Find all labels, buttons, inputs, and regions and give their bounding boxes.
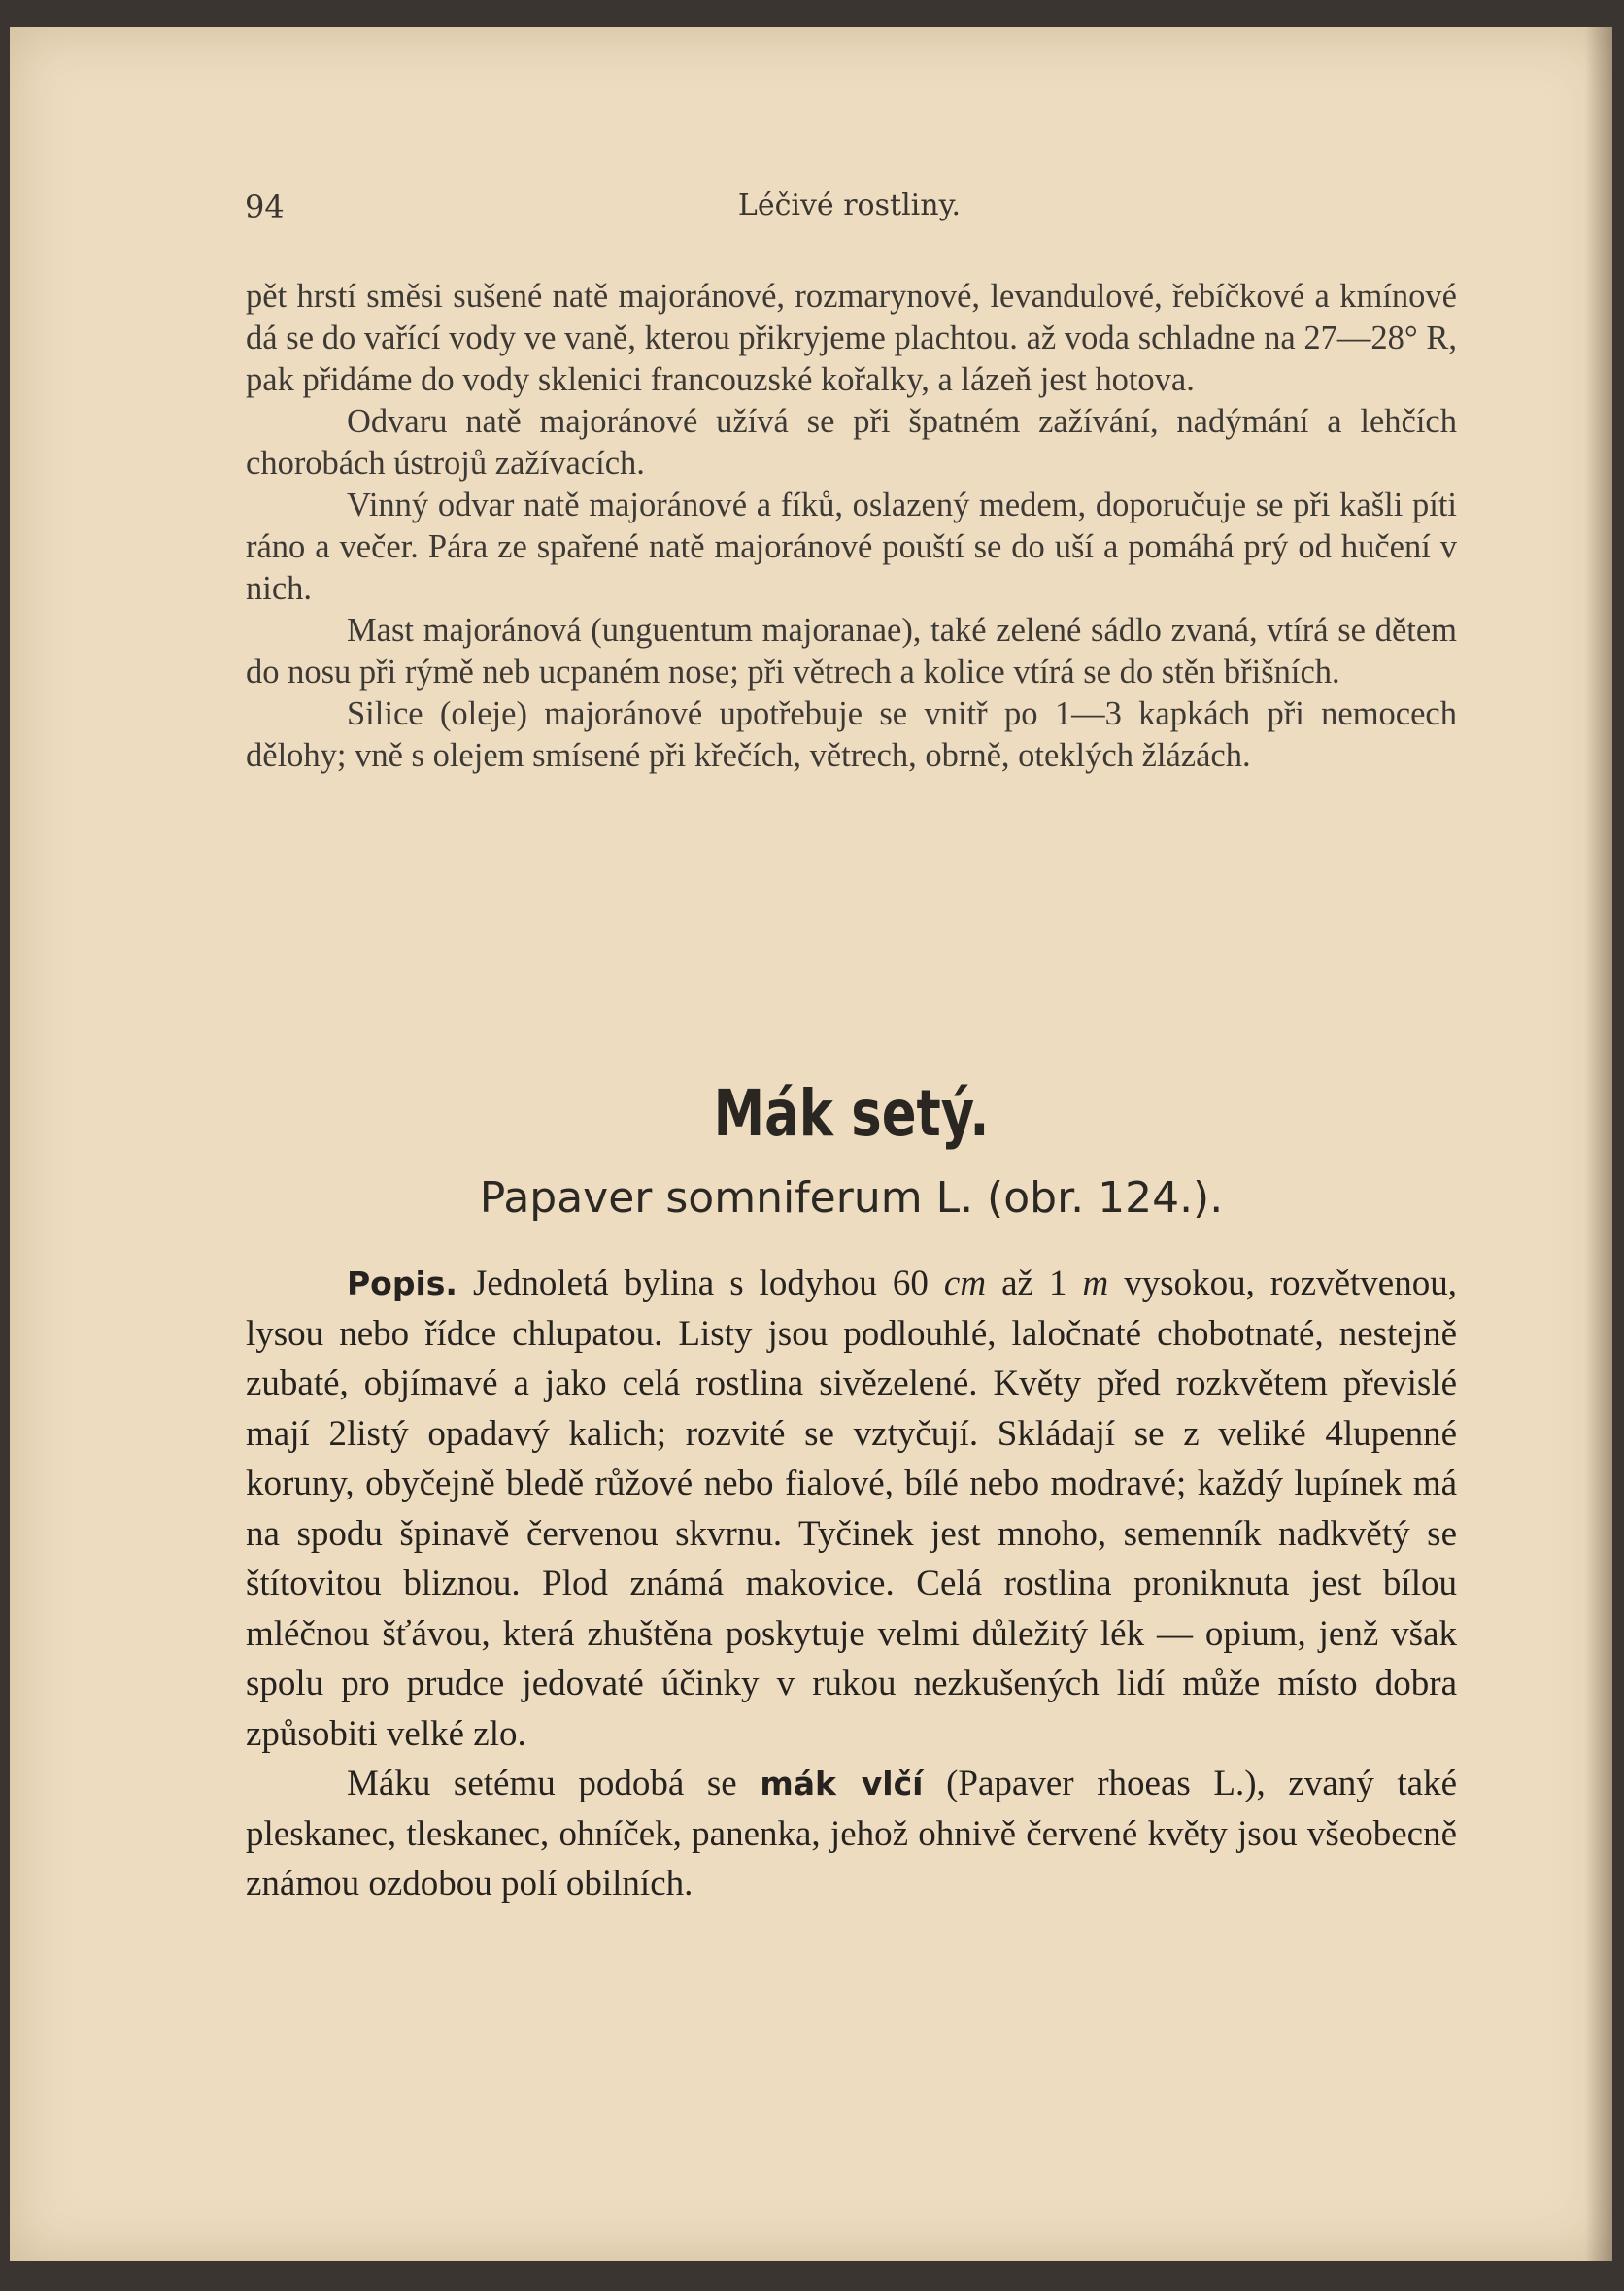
- comparison-paragraph: [246, 1759, 1457, 1909]
- mak-vlci-term: mák vlčí: [760, 1765, 924, 1802]
- paragraph: Mast majoránová (unguentum majoranae), také zelené sádlo zvaná, vtírá se dětem do nosu při rýmě neb ucpaném nose; při větrech a kolice vtírá se do stěn břišních.: [246, 612, 1457, 691]
- text-run: až 1: [986, 1263, 1083, 1303]
- text-run: vysokou, rozvětvenou, lysou nebo řídce chlupatou. Listy jsou podlouhlé, laločnaté chobotnaté, nestejně zubaté, objímavé a jako celá rostlina sivězelené. Květy před rozkvětem převislé mají 2listý opadavý kalich; rozvité se vztyčují. Skládají se z veliké 4lupenné koruny, obyčejně bledě růžové nebo fialové, bílé nebo modravé; každý lupínek má na spodu špinavě červenou skvrnu. Tyčinek jest mnoho, semenník nadkvětý se štítovitou bliznou. Plod známá makovice. Celá rostlina proniknuta jest bílou mléčnou šťávou, která zhuštěna poskytuje velmi důležitý lék — opium, jenž však spolu pro prudce jedovaté účinky v rukou nezkušených lidí může místo dobra způsobiti velké zlo.: [246, 1263, 1457, 1754]
- text-run: Jednoletá bylina s lodyhou 60: [457, 1263, 944, 1303]
- page-number: 94: [245, 188, 285, 225]
- latin-name: Papaver somniferum L. (obr. 124.).: [479, 1173, 1224, 1223]
- description-text: [246, 1259, 1457, 1909]
- paragraph: pět hrstí směsi sušené natě majoránové, rozmarynové, levandulové, řebíčkové a kmínové dá se do vařící vody ve vaně, kterou přikryjeme plachtou. až voda schladne na 27—28° R, pak přidáme do vody sklenici francouzské kořalky, a lázeň jest hotova.: [246, 278, 1457, 398]
- unit-m: m: [1082, 1263, 1109, 1303]
- paragraph: Silice (oleje) majoránové upotřebuje se vnitř po 1—3 kapkách při nemocech dělohy; vně s olejem smísené při křečích, větrech, obrně, oteklých žlázách.: [246, 695, 1457, 774]
- text-run: (Papaver rhoeas L.), zvaný také pleskanec, tleskanec, ohníček, panenka, jehož ohnivě červené květy jsou všeobecně známou ozdobou polí obilních.: [246, 1764, 1457, 1904]
- continued-text: [246, 276, 1457, 777]
- unit-cm: cm: [943, 1263, 987, 1303]
- text-run: Máku setému podobá se: [347, 1764, 761, 1803]
- section-title: Mák setý.: [713, 1076, 990, 1151]
- book-page: [10, 27, 1612, 2261]
- popis-label: Popis.: [347, 1264, 457, 1302]
- paragraph: Vinný odvar natě majoránové a fíků, oslazený medem, doporučuje se při kašli píti ráno a večer. Pára ze spařené natě majoránové pouští se do uší a pomáhá prý od hučení v nich.: [246, 487, 1457, 607]
- description-paragraph: [246, 1259, 1457, 1759]
- paragraph: Odvaru natě majoránové užívá se při špatném zažívání, nadýmání a lehčích chorobách ústrojů zažívacích.: [246, 403, 1457, 482]
- page-header: [235, 188, 1464, 237]
- page-edge-shadow: [1585, 27, 1612, 2261]
- running-title: Léčivé rostliny.: [737, 188, 962, 222]
